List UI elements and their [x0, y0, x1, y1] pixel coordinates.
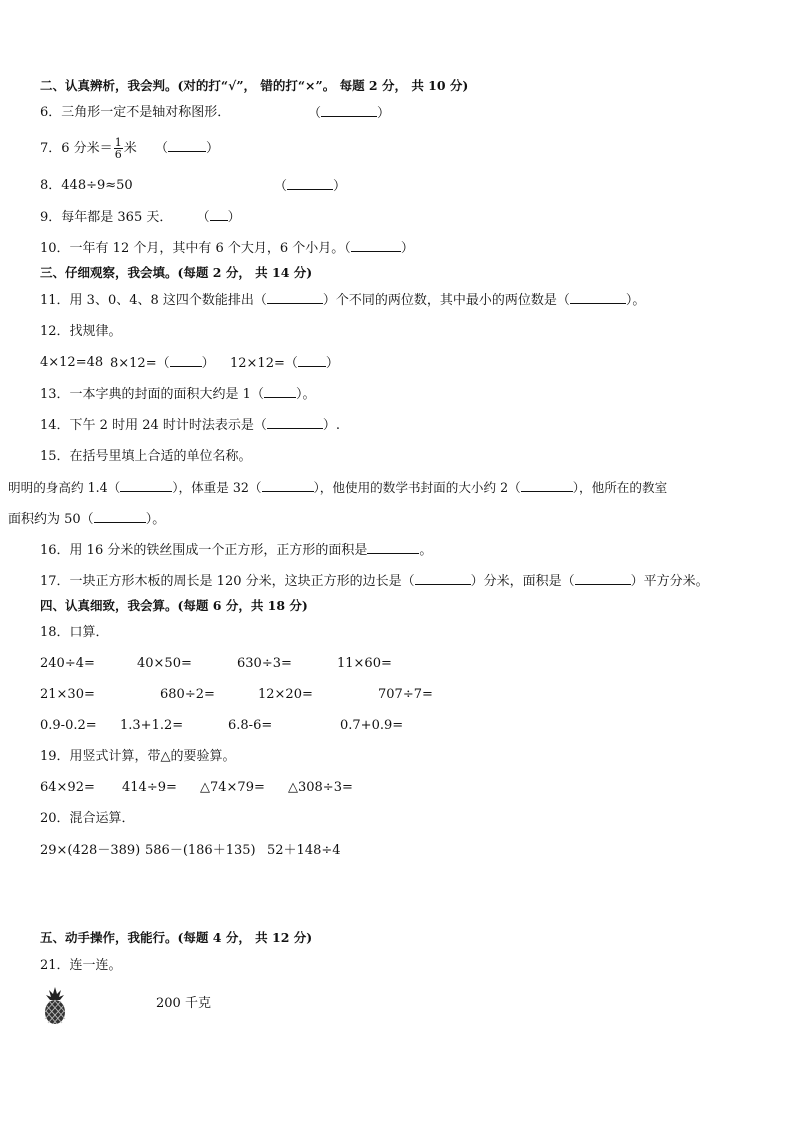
question-21-title: 21．连一连。 [40, 958, 122, 973]
mixed-calc-item: 52＋148÷4 [267, 843, 341, 858]
answer-blank[interactable] [267, 292, 323, 304]
calc-item: 21×30= [40, 687, 95, 702]
calc-item: 0.7+0.9= [340, 718, 404, 733]
calc-item: 680÷2= [160, 687, 215, 702]
question-18-title: 18．口算． [40, 625, 109, 640]
question-8: 8．448÷9≈50 [40, 178, 133, 193]
question-9: 9．每年都是 365 天． （ ） [40, 210, 241, 225]
calc-item: 0.9-0.2= [40, 718, 97, 733]
answer-paren-8[interactable]: （ ） [274, 179, 347, 194]
calc-item: 1.3+1.2= [120, 718, 184, 733]
question-19-title: 19．用竖式计算，带△的要验算。 [40, 749, 236, 764]
mixed-calc-item: 29×(428－389) [40, 843, 141, 858]
vertical-calc-item: △74×79= [200, 780, 265, 795]
calc-item: 707÷7= [378, 687, 433, 702]
answer-blank[interactable] [94, 511, 146, 523]
question-11: 11．用 3、0、4、8 这四个数能排出（ ）个不同的两位数，其中最小的两位数是（ ）。 [40, 293, 646, 308]
answer-blank[interactable] [575, 573, 631, 585]
question-20-title: 20．混合运算． [40, 811, 135, 826]
answer-paren-6[interactable]: （ ） [308, 106, 391, 121]
calc-item: 11×60= [337, 656, 392, 671]
section-heading-2: 二、认真辨析，我会判。(对的打“√”， 错的打“×”。 每题 2 分， 共 10 分) [40, 78, 469, 93]
answer-paren-10[interactable]: （ ） [344, 241, 414, 256]
section-heading-4: 四、认真细致，我会算。(每题 6 分，共 18 分) [40, 598, 308, 613]
section-heading-3: 三、仔细观察，我会填。(每题 2 分， 共 14 分) [40, 265, 313, 280]
vertical-calc-item: 64×92= [40, 780, 95, 795]
answer-blank[interactable] [287, 178, 333, 190]
answer-blank[interactable] [210, 209, 228, 221]
answer-blank[interactable] [367, 542, 419, 554]
answer-blank[interactable] [120, 480, 172, 492]
question-12-expr-1: 4×12=48 [40, 355, 104, 370]
answer-blank[interactable] [267, 417, 323, 429]
calc-item: 630÷3= [237, 656, 292, 671]
section-heading-5: 五、动手操作，我能行。(每题 4 分， 共 12 分) [40, 930, 313, 945]
answer-paren-7[interactable]: （ ） [154, 141, 220, 156]
vertical-calc-item: △308÷3= [288, 780, 353, 795]
calc-item: 240÷4= [40, 656, 95, 671]
answer-blank[interactable] [570, 292, 626, 304]
question-10: 10．一年有 12 个月，其中有 6 个大月，6 个小月。（ ） [40, 241, 414, 256]
answer-blank[interactable] [170, 355, 202, 367]
question-13: 13．一本字典的封面的面积大约是 1（ ）。 [40, 387, 316, 402]
answer-blank[interactable] [321, 105, 377, 117]
question-14: 14．下午 2 时用 24 时计时法表示是（ ）. [40, 418, 341, 433]
mixed-calc-item: 586－(186＋135) [145, 843, 256, 858]
question-12-expr-3: 12×12=（ ） [230, 356, 339, 371]
vertical-calc-item: 414÷9= [122, 780, 177, 795]
answer-blank[interactable] [298, 355, 326, 367]
question-7: 7．6 分米＝ $\frac{1}{6}$ 米 （ ） [40, 136, 220, 161]
answer-blank[interactable] [262, 480, 314, 492]
weight-label: 200 千克 [156, 996, 211, 1011]
answer-blank[interactable] [351, 240, 401, 252]
question-15-line-2: 面积约为 50（ ）。 [8, 512, 166, 527]
question-16: 16．用 16 分米的铁丝围成一个正方形，正方形的面积是 。 [40, 543, 433, 558]
calc-item: 12×20= [258, 687, 313, 702]
question-12-title: 12．找规律。 [40, 324, 122, 339]
fraction: $\frac{1}{6}$ [114, 136, 122, 161]
question-6: 6．三角形一定不是轴对称图形． [40, 105, 231, 120]
pineapple-icon [40, 985, 70, 1025]
question-17: 17．一块正方形木板的周长是 120 分米，这块正方形的边长是（ ）分米，面积是（ ）平方分米。 [40, 574, 709, 589]
calc-item: 6.8-6= [228, 718, 273, 733]
calc-item: 40×50= [137, 656, 192, 671]
answer-blank[interactable] [264, 386, 296, 398]
answer-blank[interactable] [168, 140, 206, 152]
answer-blank[interactable] [521, 480, 573, 492]
question-15-line-1: 明明的身高约 1.4（ ），体重是 32（ ），他使用的数学书封面的大小约 2（ ），他所在的教室 [8, 480, 668, 495]
answer-blank[interactable] [415, 573, 471, 585]
answer-paren-9[interactable]: （ ） [196, 210, 241, 225]
question-12-expr-2: 8×12=（ ） [110, 356, 215, 371]
question-15-title: 15．在括号里填上合适的单位名称。 [40, 449, 252, 464]
